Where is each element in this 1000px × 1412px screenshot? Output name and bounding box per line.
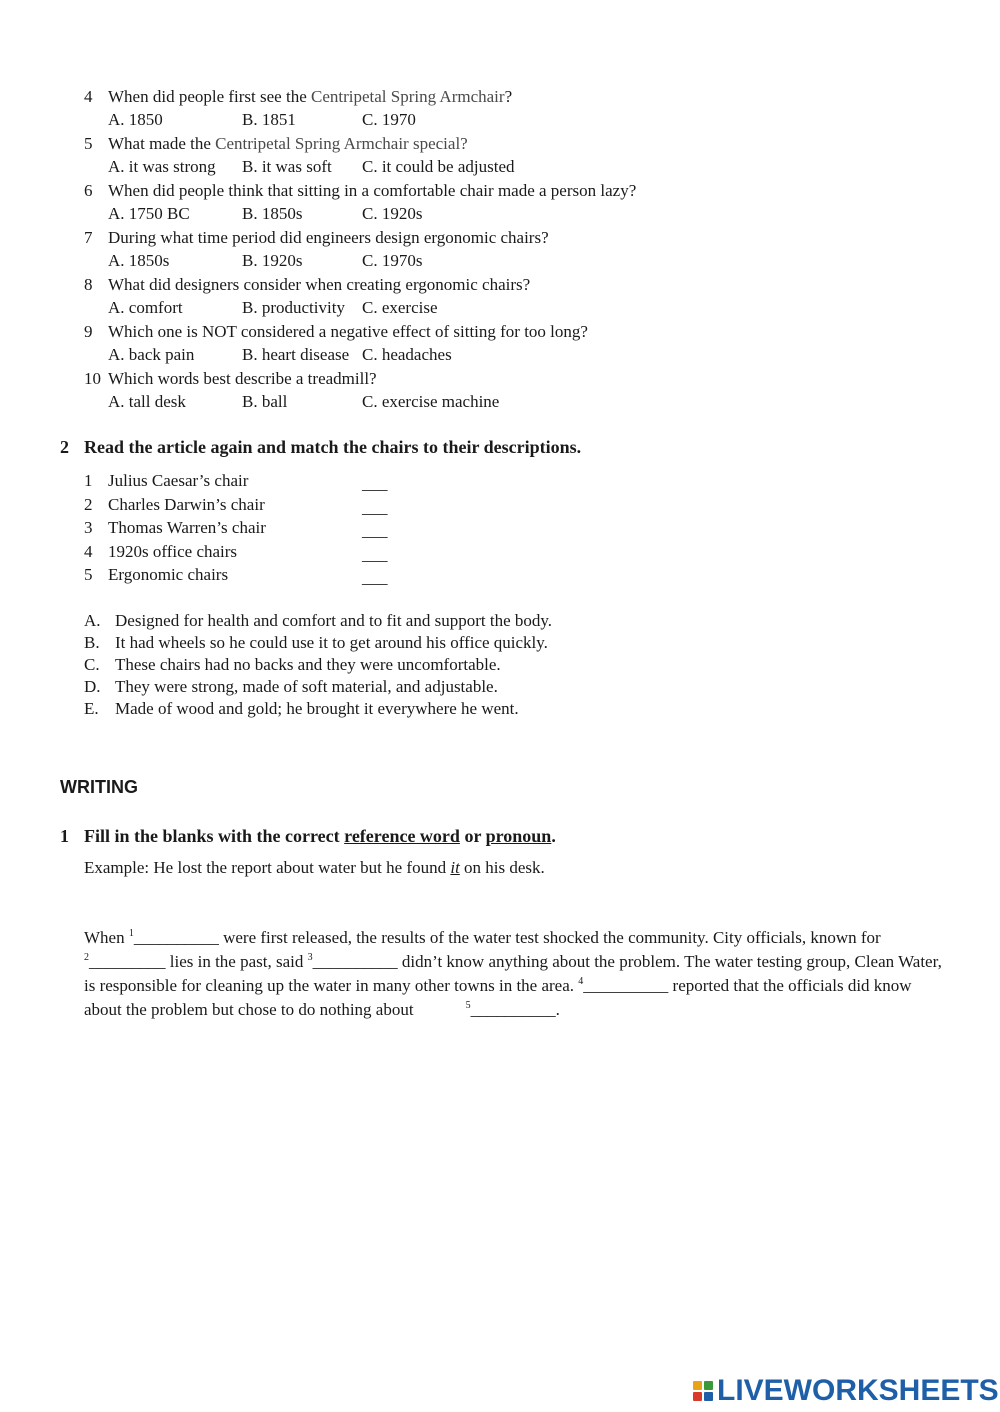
section-title: Read the article again and match the chairs to their descriptions. <box>84 437 582 457</box>
option-c: C. 1970s <box>362 251 423 270</box>
blank-2[interactable]: _________ <box>89 952 166 971</box>
question-text: Which words best describe a treadmill? <box>108 369 377 388</box>
description-letter: D. <box>84 677 101 696</box>
option-b: B. ball <box>242 392 288 411</box>
description-text: It had wheels so he could use it to get around his office quickly. <box>115 633 548 652</box>
option-b: B. heart disease <box>242 345 350 364</box>
blank-1[interactable]: __________ <box>133 928 219 947</box>
answer-blank[interactable]: ___ <box>362 498 388 517</box>
section-number: 2 <box>60 437 69 457</box>
option-a: A. 1850 <box>108 110 163 129</box>
question-text: What did designers consider when creating ergonomic chairs? <box>108 275 531 294</box>
question-text: What made the Centripetal Spring Armchair special? <box>108 134 468 153</box>
question-number: 4 <box>84 87 93 106</box>
description-text: They were strong, made of soft material, and adjustable. <box>115 677 498 696</box>
option-b: B. 1850s <box>242 204 303 223</box>
question-number: 7 <box>84 228 93 247</box>
exercise-number: 1 <box>60 826 69 846</box>
option-b: B. productivity <box>242 298 345 317</box>
description-letter: E. <box>84 699 99 718</box>
option-b: B. it was soft <box>242 157 332 176</box>
question-number: 10 <box>84 369 101 388</box>
option-a: A. comfort <box>108 298 183 317</box>
description-letter: B. <box>84 633 100 652</box>
question-number: 5 <box>84 134 93 153</box>
option-c: C. it could be adjusted <box>362 157 515 176</box>
question-text: When did people first see the Centripetal Spring Armchair? <box>108 87 513 106</box>
example-sentence: Example: He lost the report about water but he found it on his desk. <box>84 858 545 877</box>
description-letter: C. <box>84 655 100 674</box>
match-number: 3 <box>84 518 93 537</box>
match-item: Thomas Warren’s chair <box>108 518 266 537</box>
match-number: 5 <box>84 565 93 584</box>
answer-blank[interactable]: ___ <box>362 474 388 493</box>
match-number: 1 <box>84 471 93 490</box>
fill-in-paragraph: When $^1$__________ were first released, the results of the water test shocked the community. City officials, known for $^2$_________ lies in the past, said $^3$__________ didn’t know anything about the problem. The water testing group, Clean Water, is responsible for cleaning up the water in many other towns in the area. $^4$__________ reported that the officials did know about the problem but chose to do nothing about $^5$__________. <box>84 928 942 1019</box>
match-item: Charles Darwin’s chair <box>108 495 265 514</box>
option-a: A. 1750 BC <box>108 204 190 223</box>
blank-3[interactable]: __________ <box>312 952 398 971</box>
description-text: Designed for health and comfort and to fit and support the body. <box>115 611 553 630</box>
option-a: A. 1850s <box>108 251 170 270</box>
question-number: 9 <box>84 322 93 341</box>
option-b: B. 1920s <box>242 251 303 270</box>
option-a: A. it was strong <box>108 157 216 176</box>
match-item: 1920s office chairs <box>108 542 238 561</box>
match-number: 4 <box>84 542 93 561</box>
liveworksheets-logo[interactable] <box>693 1374 999 1408</box>
option-c: C. 1970 <box>362 110 416 129</box>
question-number: 8 <box>84 275 93 294</box>
option-c: C. headaches <box>362 345 452 364</box>
question-text: Which one is NOT considered a negative effect of sitting for too long? <box>108 322 588 341</box>
option-c: C. 1920s <box>362 204 423 223</box>
question-text: During what time period did engineers design ergonomic chairs? <box>108 228 549 247</box>
blank-4[interactable]: __________ <box>583 976 669 995</box>
answer-blank[interactable]: ___ <box>362 521 388 540</box>
question-number: 6 <box>84 181 93 200</box>
option-a: A. tall desk <box>108 392 186 411</box>
logo-text: LIVEWORKSHEETS <box>717 1374 999 1407</box>
answer-blank[interactable]: ___ <box>362 545 388 564</box>
description-letter: A. <box>84 611 101 630</box>
option-c: C. exercise machine <box>362 392 500 411</box>
match-item: Julius Caesar’s chair <box>108 471 249 490</box>
question-text: When did people think that sitting in a comfortable chair made a person lazy? <box>108 181 637 200</box>
option-a: A. back pain <box>108 345 195 364</box>
exercise-title: Fill in the blanks with the correct reference word or pronoun. <box>84 826 556 846</box>
description-text: Made of wood and gold; he brought it everywhere he went. <box>115 699 519 718</box>
match-item: Ergonomic chairs <box>108 565 229 584</box>
answer-blank[interactable]: ___ <box>362 568 388 587</box>
match-number: 2 <box>84 495 93 514</box>
option-c: C. exercise <box>362 298 438 317</box>
description-text: These chairs had no backs and they were uncomfortable. <box>115 655 501 674</box>
option-b: B. 1851 <box>242 110 296 129</box>
blank-5[interactable]: __________ <box>470 1000 556 1019</box>
liveworksheets-logo-icon <box>693 1381 713 1401</box>
writing-heading: WRITING <box>60 777 138 797</box>
